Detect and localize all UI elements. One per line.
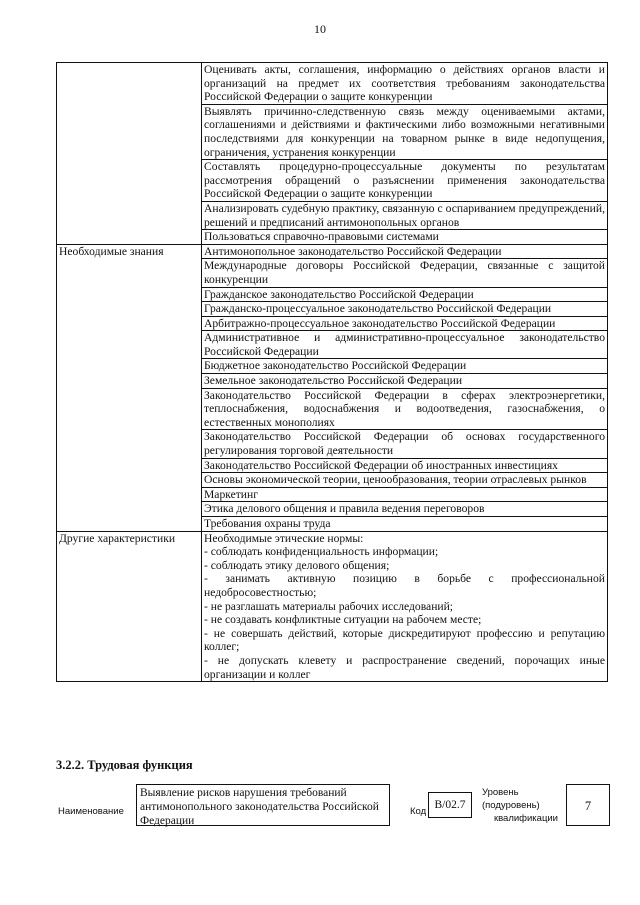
name-value: Выявление рисков нарушения требований антимонопольного законодательства Российской Федерации [136, 784, 390, 826]
row-text: Гражданско-процессуальное законодательство Российской Федерации [202, 302, 608, 317]
row-text: Требования охраны труда [202, 517, 608, 532]
row-text: Законодательство Российской Федерации об иностранных инвестициях [202, 458, 608, 473]
row-text: Законодательство Российской Федерации в сферах электроэнергетики, теплоснабжения, водоснабжения и водоотведения, газоснабжения, о естественных монополиях [202, 388, 608, 430]
row-text: Законодательство Российской Федерации об основах государственного регулирования торговой деятельности [202, 430, 608, 458]
row-label: Необходимые знания [57, 244, 202, 531]
row-text: Выявлять причинно-следственную связь между оцениваемыми актами, соглашениями и действиями и фактическими либо возможными негативными последствиями для конкуренции на товарном рынке в виде недопущения, ограничения, устранения конкуренции [202, 104, 608, 159]
skills-table [56, 62, 608, 682]
row-text: Этика делового общения и правила ведения переговоров [202, 502, 608, 517]
row-text: Оценивать акты, соглашения, информацию о действиях органов власти и организаций на предмет их соответствия требованиям законодательства Российской Федерации о защите конкуренции [202, 63, 608, 105]
row-text: Гражданское законодательство Российской Федерации [202, 287, 608, 302]
row-text: Административное и административно-процессуальное законодательство Российской Федерации [202, 331, 608, 359]
row-text: Анализировать судебную практику, связанную с оспариванием предупреждений, решений и предписаний антимонопольных органов [202, 201, 608, 229]
row-text: Антимонопольное законодательство Российской Федерации [202, 244, 608, 259]
row-text: Земельное законодательство Российской Федерации [202, 374, 608, 389]
level-label-line: Уровень [482, 787, 519, 798]
row-label: Другие характеристики [57, 531, 202, 682]
row-label [57, 63, 202, 245]
level-label-line: (подуровень) [482, 800, 540, 811]
table-row [57, 531, 608, 682]
qualification-level-label [482, 786, 562, 825]
row-text: Маркетинг [202, 487, 608, 502]
row-text: Составлять процедурно-процессуальные документы по результатам рассмотрения обращений о разъяснении применения законодательства Российской Федерации о защите конкуренции [202, 160, 608, 202]
section-title: 3.2.2. Трудовая функция [56, 758, 193, 772]
row-text: Международные договоры Российской Федерации, связанные с защитой конкуренции [202, 259, 608, 287]
ethics-item: Необходимые этические нормы: [204, 531, 364, 545]
ethics-item: - не разглашать материалы рабочих исследований; [204, 599, 454, 613]
row-text: Основы экономической теории, ценообразования, теории отраслевых рынков [202, 473, 608, 488]
row-text: Бюджетное законодательство Российской Федерации [202, 359, 608, 374]
level-label-line: квалификации [493, 813, 558, 824]
code-label: Код [410, 806, 427, 817]
ethics-item: - соблюдать этику делового общения; [204, 558, 390, 572]
ethics-list [202, 531, 608, 682]
page-number: 10 [314, 22, 326, 36]
ethics-item: - не допускать клевету и распространение сведений, порочащих иные организации и коллег [204, 653, 605, 681]
labor-function-header [56, 784, 616, 844]
code-value: В/02.7 [428, 792, 472, 818]
ethics-item: - не совершать действий, которые дискредитируют профессию и репутацию коллег; [204, 626, 605, 654]
table-row [57, 63, 608, 105]
name-label: Наименование [58, 806, 124, 817]
row-text: Пользоваться справочно-правовыми системами [202, 230, 608, 245]
qualification-level-value: 7 [566, 784, 610, 826]
ethics-item: - занимать активную позицию в борьбе с профессиональной недобросовестностью; [204, 572, 605, 599]
row-text: Арбитражно-процессуальное законодательство Российской Федерации [202, 316, 608, 331]
table-row [57, 244, 608, 259]
ethics-item: - не создавать конфликтные ситуации на рабочем месте; [204, 613, 482, 627]
ethics-item: - соблюдать конфиденциальность информации; [204, 545, 439, 559]
